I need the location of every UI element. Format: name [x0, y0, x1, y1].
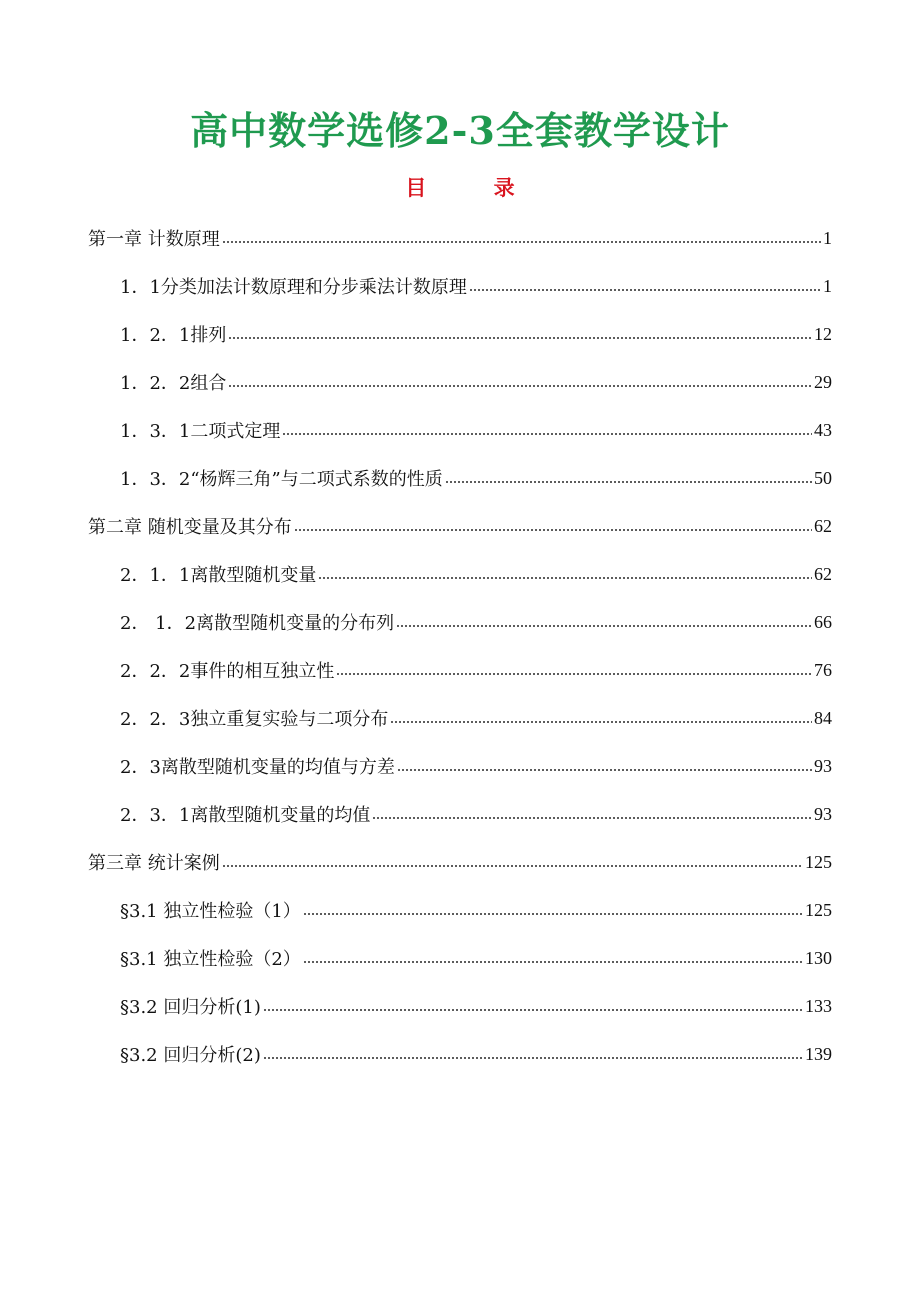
toc-section-entry[interactable]: [88, 982, 832, 1030]
toc-page-number: 66: [814, 611, 832, 632]
toc-chapter-entry[interactable]: [88, 502, 832, 550]
toc-page-number: 133: [805, 995, 832, 1016]
toc-section-entry[interactable]: [88, 646, 832, 694]
toc-section-entry[interactable]: [88, 1030, 832, 1078]
toc-dot-leader: [396, 623, 812, 629]
toc-entry-label: 2．2．2事件的相互独立性: [120, 661, 335, 682]
toc-page-number: 62: [814, 563, 832, 584]
toc-dot-leader: [336, 671, 812, 677]
toc-page-number: 125: [805, 851, 832, 872]
toc-section-entry[interactable]: [88, 790, 832, 838]
toc-dot-leader: [228, 383, 812, 389]
document-title: 高中数学选修2-3全套教学设计: [190, 108, 730, 153]
toc-page-number: 76: [814, 659, 832, 680]
toc-entry-label: 1．1分类加法计数原理和分步乘法计数原理: [120, 277, 467, 298]
toc-dot-leader: [222, 863, 803, 869]
toc-page-number: 1: [823, 275, 832, 296]
toc-entry-label: §3.2 回归分析(2): [120, 1045, 261, 1066]
toc-entry-label: 1．3．2“杨辉三角”与二项式系数的性质: [120, 469, 443, 490]
toc-dot-leader: [372, 815, 812, 821]
toc-dot-leader: [294, 527, 812, 533]
toc-page-number: 139: [805, 1043, 832, 1064]
toc-page-number: 93: [814, 803, 832, 824]
toc-entry-label: 1．2．2组合: [120, 373, 227, 394]
toc-section-entry[interactable]: [88, 406, 832, 454]
toc-dot-leader: [318, 575, 812, 581]
toc-entry-label: 2．1．1离散型随机变量: [120, 565, 317, 586]
toc-entry-label: 2．3．1离散型随机变量的均值: [120, 805, 371, 826]
toc-entry-label: 2． 1．2离散型随机变量的分布列: [120, 613, 395, 634]
toc-section-entry[interactable]: [88, 694, 832, 742]
toc-page-number: 29: [814, 371, 832, 392]
toc-entry-label: §3.1 独立性检验（1）: [120, 901, 301, 922]
toc-dot-leader: [263, 1055, 803, 1061]
table-of-contents: [88, 214, 832, 1078]
toc-entry-label: 第二章 随机变量及其分布: [88, 517, 292, 538]
toc-dot-leader: [222, 239, 821, 245]
toc-section-entry[interactable]: [88, 358, 832, 406]
toc-entry-label: 第一章 计数原理: [88, 229, 220, 250]
toc-heading: 目 录: [405, 175, 545, 200]
toc-dot-leader: [263, 1007, 803, 1013]
toc-page-number: 43: [814, 419, 832, 440]
toc-dot-leader: [303, 911, 803, 917]
toc-dot-leader: [228, 335, 812, 341]
toc-dot-leader: [303, 959, 803, 965]
toc-page-number: 130: [805, 947, 832, 968]
toc-entry-label: §3.2 回归分析(1): [120, 997, 261, 1018]
toc-page-number: 84: [814, 707, 832, 728]
toc-page-number: 50: [814, 467, 832, 488]
toc-section-entry[interactable]: [88, 886, 832, 934]
toc-section-entry[interactable]: [88, 934, 832, 982]
toc-section-entry[interactable]: [88, 310, 832, 358]
toc-section-entry[interactable]: [88, 598, 832, 646]
toc-dot-leader: [445, 479, 812, 485]
toc-section-entry[interactable]: [88, 262, 832, 310]
toc-chapter-entry[interactable]: [88, 214, 832, 262]
toc-dot-leader: [397, 767, 812, 773]
toc-entry-label: 2．2．3独立重复实验与二项分布: [120, 709, 389, 730]
toc-entry-label: 第三章 统计案例: [88, 853, 220, 874]
toc-entry-label: 1．2．1排列: [120, 325, 227, 346]
toc-page-number: 93: [814, 755, 832, 776]
toc-dot-leader: [469, 287, 821, 293]
toc-entry-label: 1．3．1二项式定理: [120, 421, 281, 442]
toc-page-number: 12: [814, 323, 832, 344]
toc-page-number: 62: [814, 515, 832, 536]
toc-dot-leader: [390, 719, 812, 725]
toc-section-entry[interactable]: [88, 454, 832, 502]
toc-page-number: 125: [805, 899, 832, 920]
toc-dot-leader: [282, 431, 812, 437]
toc-section-entry[interactable]: [88, 742, 832, 790]
toc-entry-label: 2．3离散型随机变量的均值与方差: [120, 757, 395, 778]
toc-entry-label: §3.1 独立性检验（2）: [120, 949, 301, 970]
toc-page-number: 1: [823, 227, 832, 248]
toc-section-entry[interactable]: [88, 550, 832, 598]
toc-chapter-entry[interactable]: [88, 838, 832, 886]
